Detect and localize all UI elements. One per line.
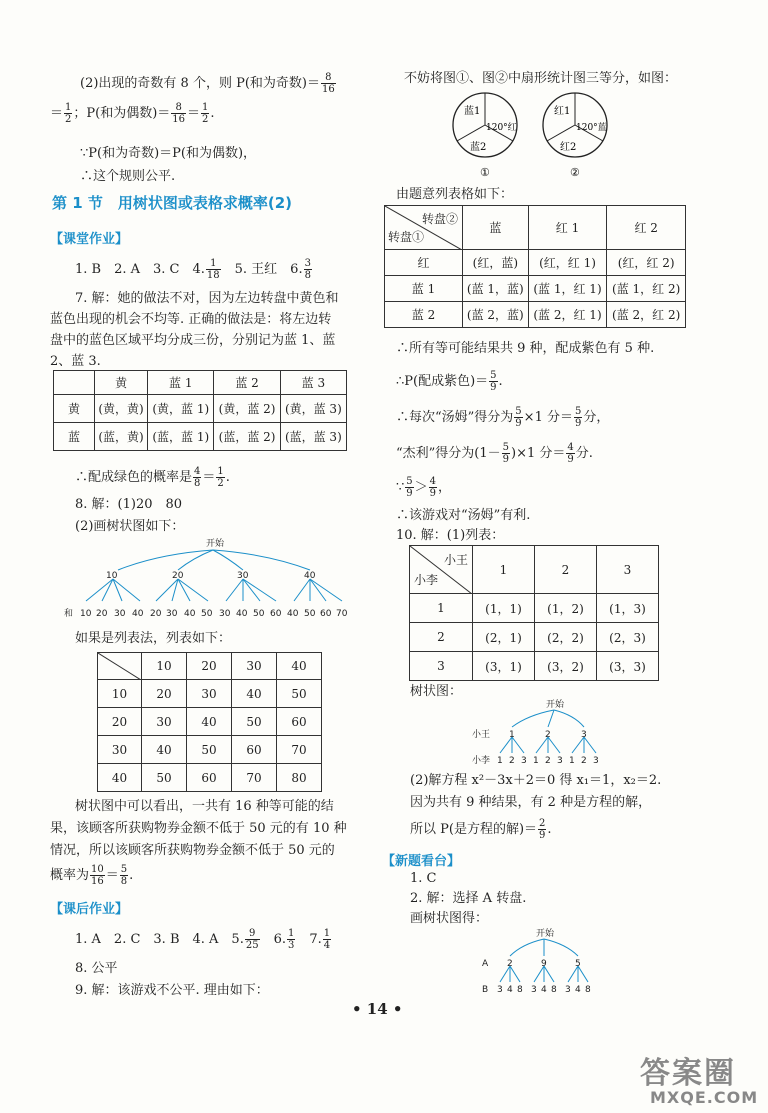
table-row: 3 (3，1) (3，2) (3，3) [410, 652, 659, 681]
outcome-table [53, 370, 347, 451]
solution-line: 蓝色出现的机会不均等. 正确的做法是：将左边转 [50, 312, 332, 327]
svg-text:3: 3 [565, 985, 571, 994]
svg-text:1: 1 [569, 756, 575, 765]
table-row: 10 20 30 40 50 [98, 680, 322, 708]
table-row: 蓝 2 (蓝 2，蓝) (蓝 2，红 1) (蓝 2，红 2) [385, 302, 686, 328]
solution-line: 果，该顾客所获购物券金额不低于 50 元的有 10 种 [50, 821, 347, 836]
tree-leaf: 30 [219, 609, 231, 619]
svg-text:开始: 开始 [546, 700, 565, 710]
solution-line: ∵ $\frac{5}{9}$ ＞ $\frac{4}{9}$ ， [396, 476, 452, 499]
tree-diagram [478, 926, 598, 994]
solution-line: ∴这个规则公平. [80, 169, 176, 184]
svg-text:小王: 小王 [472, 730, 491, 740]
svg-text:2: 2 [545, 730, 551, 740]
table-corner: 转盘② 转盘① [385, 206, 463, 250]
table-row: 20 30 40 50 60 [98, 708, 322, 736]
svg-text:A: A [482, 959, 489, 969]
answer-line: 1. C [410, 871, 437, 886]
tree-diagram [48, 536, 348, 624]
table-header: 黄 [95, 371, 148, 395]
svg-text:3: 3 [593, 756, 599, 765]
svg-text:120°红: 120°红 [486, 123, 517, 133]
svg-text:小李: 小李 [472, 756, 491, 765]
svg-text:3: 3 [531, 985, 537, 994]
tree-leaf: 50 [304, 609, 316, 619]
svg-text:1: 1 [497, 756, 503, 765]
svg-text:2: 2 [581, 756, 587, 765]
table-cell [54, 371, 95, 395]
svg-text:蓝1: 蓝1 [464, 106, 481, 117]
solution-line: 2、蓝 3. [50, 354, 101, 369]
solution-line: 不妨将图①、图②中扇形统计图三等分，如图： [404, 71, 678, 86]
solution-line: ∴P(配成紫色)＝ $\frac{5}{9}$ . [396, 370, 503, 393]
solution-line: 7. 解：她的做法不对，因为左边转盘中黄色和 [75, 291, 339, 306]
solution-line: 树状图中可以看出，一共有 16 种等可能的结 [75, 799, 334, 814]
section-banner: 【课堂作业】 [50, 232, 129, 247]
watermark-url: MXQE.COM [650, 1088, 759, 1107]
solution-line: (2)解方程 x²－3x＋2＝0 得 x₁＝1，x₂＝2. [410, 773, 662, 788]
svg-text:3: 3 [557, 756, 563, 765]
solution-line: ∴所有等可能结果共 9 种，配成紫色有 5 种. [396, 341, 655, 356]
svg-text:蓝2: 蓝2 [470, 142, 487, 153]
number-table: 小王 小李 1 2 3 1 (1，1) (1，2) (1，3) 2 (2，1) (2，2) (2，3) 3 (3，1) (3，2) (3，3) [409, 545, 659, 681]
table-row: 蓝 (蓝，黄) (蓝，蓝 1) (蓝，蓝 2) (蓝，蓝 3) [54, 423, 347, 451]
svg-text:1: 1 [533, 756, 539, 765]
table-row: 30 40 50 60 70 [98, 736, 322, 764]
tree-leaf: 30 [166, 609, 178, 619]
solution-line: 由题意列表格如下： [396, 187, 514, 202]
svg-text:红1: 红1 [554, 106, 571, 117]
answer-line: 2. 解：选择 A 转盘. [410, 891, 527, 906]
tree-leaf: 50 [253, 609, 265, 619]
tree-leaf: 20 [96, 609, 108, 619]
tree-node: 30 [237, 571, 249, 581]
sum-table: 10 20 30 40 10 20 30 40 50 20 30 40 50 60 30 40 50 60 70 40 50 60 70 80 [97, 652, 322, 792]
tree-leaf: 30 [114, 609, 126, 619]
svg-text:1: 1 [509, 730, 515, 740]
tree-leaf: 60 [320, 609, 332, 619]
section-title: 第 1 节 用树状图或表格求概率(2) [52, 194, 293, 212]
tree-leaf: 40 [184, 609, 196, 619]
pie-1 [453, 93, 517, 179]
svg-text:3: 3 [497, 985, 503, 994]
table-corner [98, 653, 142, 680]
solution-line: ∴该游戏对“汤姆”有利. [396, 508, 531, 523]
solution-line: 8. 解：(1)20 80 [75, 497, 183, 512]
svg-text:红2: 红2 [560, 142, 577, 153]
table-row: 蓝 1 (蓝 1，蓝) (蓝 1，红 1) (蓝 1，红 2) [385, 276, 686, 302]
svg-text:2: 2 [545, 756, 551, 765]
solution-line: (2)出现的奇数有 8 个，则 P(和为奇数)＝ $\frac{8}{16}$ [80, 72, 335, 95]
svg-text:4: 4 [541, 985, 547, 994]
tree-node: 20 [172, 571, 184, 581]
svg-text:8: 8 [517, 985, 523, 994]
svg-text:3: 3 [581, 730, 587, 740]
table-row: 红 (红，蓝) (红，红 1) (红，红 2) [385, 250, 686, 276]
svg-text:8: 8 [551, 985, 557, 994]
svg-text:5: 5 [575, 959, 581, 969]
svg-text:①: ① [480, 166, 490, 179]
svg-text:2: 2 [507, 959, 513, 969]
tree-node: 10 [106, 571, 118, 581]
solution-line: ∴配成绿色的概率是 $\frac{4}{8}$ ＝ $\frac{1}{2}$ . [75, 466, 230, 489]
svg-text:2: 2 [509, 756, 515, 765]
pie-2 [543, 93, 607, 179]
pie-diagrams [450, 90, 615, 180]
table-row: 40 50 60 70 80 [98, 764, 322, 792]
tree-leaf: 60 [270, 609, 282, 619]
answer-line: 9. 解：该游戏不公平. 理由如下： [75, 983, 269, 998]
section-banner: 【新题看台】 [382, 854, 461, 869]
answer-line: 画树状图得： [410, 911, 489, 926]
solution-line: 树状图： [410, 684, 463, 699]
tree-leaf: 20 [150, 609, 162, 619]
tree-sum-label: 和 [64, 609, 74, 619]
answer-line: 8. 公平 [75, 961, 118, 976]
tree-leaf: 70 [336, 609, 348, 619]
watermark-logo: 答案圈 [640, 1056, 736, 1091]
tree-leaf: 40 [236, 609, 248, 619]
svg-text:8: 8 [585, 985, 591, 994]
table-row: 1 (1，1) (1，2) (1，3) [410, 594, 659, 623]
fraction: $\frac{8}{16}$ [321, 72, 335, 95]
svg-text:3: 3 [521, 756, 527, 765]
table-row: 黄 (黄，黄) (黄，蓝 1) (黄，蓝 2) (黄，蓝 3) [54, 395, 347, 423]
tree-leaf: 40 [132, 609, 144, 619]
solution-line: ＝ $\frac{1}{2}$ ；P(和为偶数)＝ $\frac{8}{16}$ ＝ $\frac{1}{2}$ . [50, 102, 215, 125]
svg-text:②: ② [570, 166, 580, 179]
spinner-table: 转盘② 转盘① 蓝 红 1 红 2 红 (红，蓝) (红，红 1) (红，红 2) 蓝 1 (蓝 1，蓝) (蓝 1，红 1) (蓝 1，红 2) 蓝 2 (蓝 2，蓝) (蓝 2，红 1) (蓝 2，红 2) [384, 205, 686, 328]
table-header: 蓝 1 [148, 371, 214, 395]
answer-line: 1. B 2. A 3. C 4. $\frac{1}{18}$ 5. 王红 6. $\frac{3}{8}$ [75, 258, 311, 281]
solution-line: “杰利”得分为(1－ $\frac{5}{9}$ )×1 分＝ $\frac{4}{9}$ 分. [396, 442, 593, 465]
svg-text:9: 9 [541, 959, 547, 969]
tree-leaf: 10 [80, 609, 92, 619]
solution-line: 如果是列表法，列表如下： [75, 631, 232, 646]
solution-line: 概率为 $\frac{10}{16}$ ＝ $\frac{5}{8}$ . [50, 864, 134, 887]
page-number: • 14 • [352, 1000, 403, 1018]
solution-line: 因为共有 9 种结果，有 2 种是方程的解， [410, 795, 652, 810]
table-header: 蓝 3 [280, 371, 346, 395]
tree-leaf: 40 [287, 609, 299, 619]
solution-line: 情况，所以该顾客所获购物券金额不低于 50 元的 [50, 843, 335, 858]
table-row: 2 (2，1) (2，2) (2，3) [410, 623, 659, 652]
solution-line: 盘中的蓝色区域平均分成三份，分别记为蓝 1、蓝 [50, 333, 336, 348]
solution-line: (2)画树状图如下： [75, 519, 185, 534]
solution-line: ∴每次“汤姆”得分为 $\frac{5}{9}$ ×1 分＝ $\frac{5}{9}$ 分， [396, 406, 610, 429]
svg-text:4: 4 [575, 985, 581, 994]
section-banner: 【课后作业】 [50, 902, 129, 917]
solution-line: 所以 P(是方程的解)＝ $\frac{2}{9}$ . [410, 818, 552, 841]
answer-line: 1. A 2. C 3. B 4. A 5. $\frac{9}{25}$ 6. $\frac{1}{3}$ 7. $\frac{1}{4}$ [75, 928, 331, 951]
table-header: 蓝 2 [214, 371, 280, 395]
tree-leaf: 50 [201, 609, 213, 619]
svg-text:120°蓝: 120°蓝 [576, 123, 607, 133]
tree-root: 开始 [206, 539, 225, 549]
svg-text:B: B [482, 985, 489, 994]
svg-text:开始: 开始 [536, 929, 555, 939]
solution-line: ∵P(和为奇数)＝P(和为偶数)， [80, 146, 257, 161]
tree-diagram [468, 697, 618, 765]
table-corner: 小王 小李 [410, 546, 473, 594]
tree-node: 40 [304, 571, 316, 581]
solution-line: 10. 解：(1)列表： [396, 528, 505, 543]
svg-text:4: 4 [507, 985, 513, 994]
